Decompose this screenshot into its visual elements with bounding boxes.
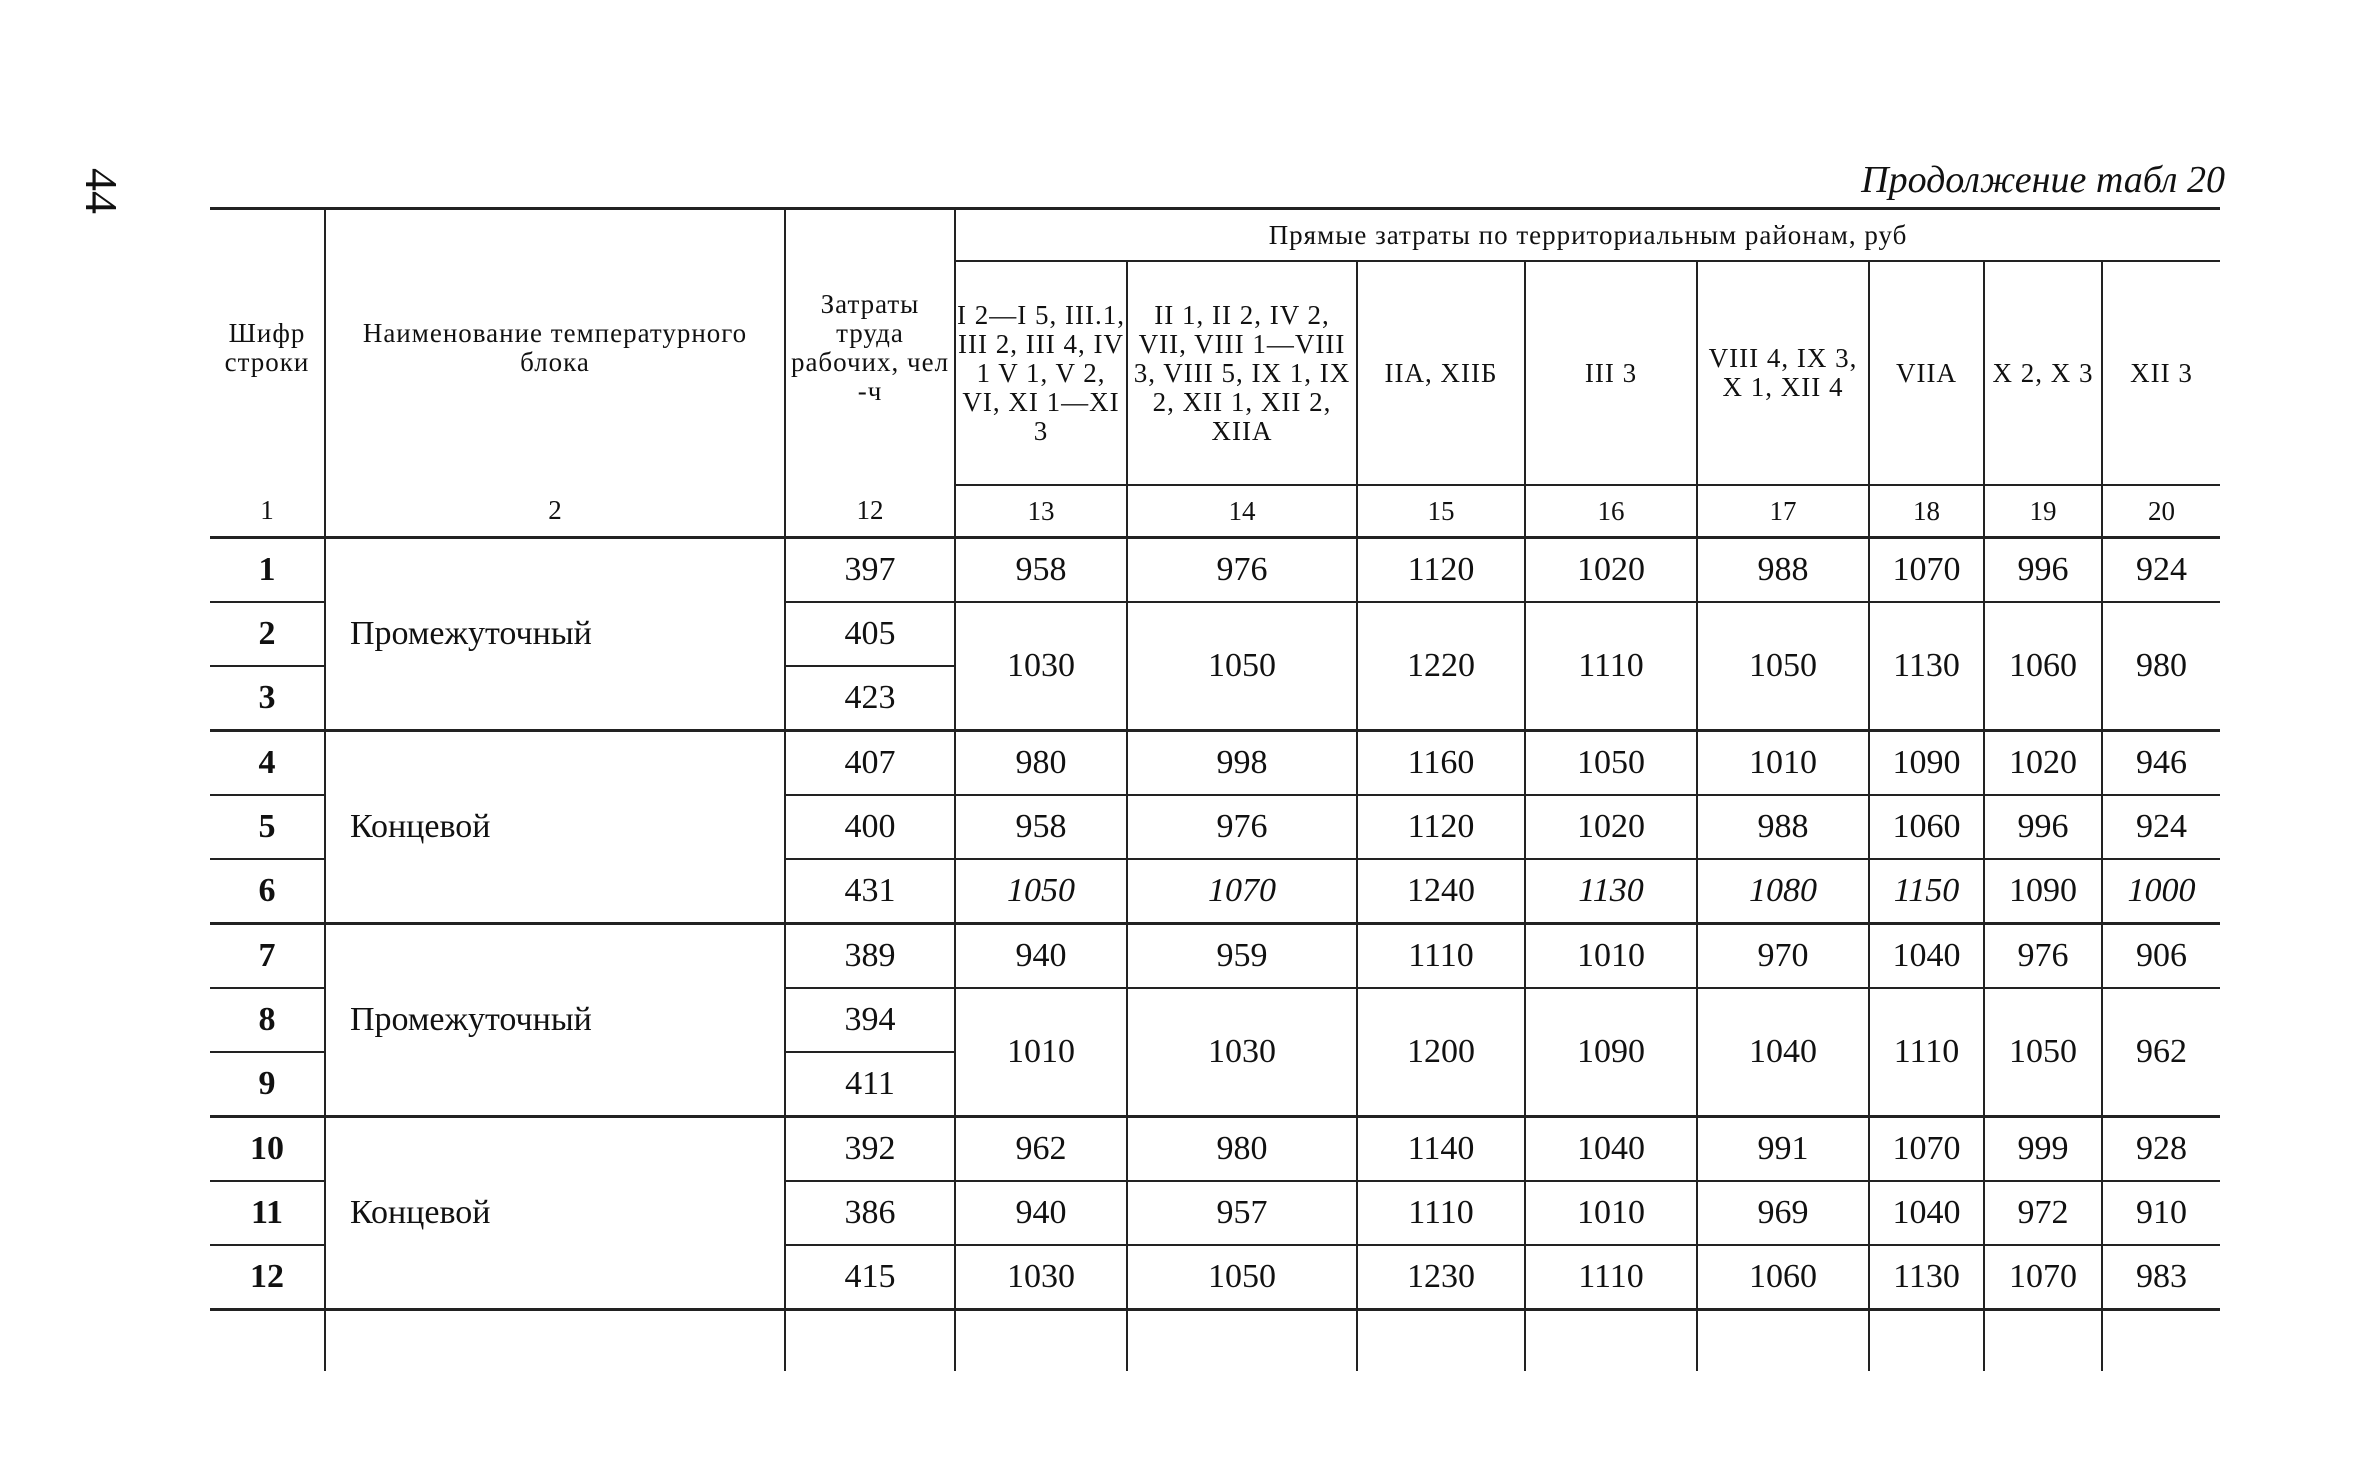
cost-value: 1020 [1984, 731, 2102, 796]
block-name: Концевой [325, 731, 785, 924]
header-region-14: II 1, II 2, IV 2, VII, VIII 1—VIII 3, VIII 5, IX 1, IX 2, XII 1, XII 2, XIIA [1127, 261, 1357, 485]
labor-value: 389 [785, 924, 955, 989]
cost-value: 924 [2102, 795, 2220, 859]
row-code: 4 [210, 731, 325, 796]
cost-value: 1050 [1525, 731, 1697, 796]
labor-value: 423 [785, 666, 955, 731]
cost-value: 924 [2102, 538, 2220, 603]
table-continuation-caption: Продолжение табл 20 [1861, 159, 2225, 201]
block-name: Промежуточный [325, 924, 785, 1117]
table-row [210, 731, 2220, 796]
cost-value: 1160 [1357, 731, 1525, 796]
labor-value: 392 [785, 1117, 955, 1182]
cost-value: 983 [2102, 1245, 2220, 1310]
table-row [210, 538, 2220, 603]
cost-value: 940 [955, 924, 1127, 989]
cost-value: 946 [2102, 731, 2220, 796]
row-code: 2 [210, 602, 325, 666]
cost-value: 1010 [1697, 731, 1869, 796]
header-region-15: IIA, XIIБ [1357, 261, 1525, 485]
row-code: 11 [210, 1181, 325, 1245]
cost-value: 1110 [1869, 988, 1984, 1117]
column-number: 16 [1525, 485, 1697, 538]
cost-value: 1040 [1697, 988, 1869, 1117]
row-code: 7 [210, 924, 325, 989]
cost-value: 976 [1984, 924, 2102, 989]
labor-value: 411 [785, 1052, 955, 1117]
header-direct-costs: Прямые затраты по территориальным районам, руб [955, 209, 2220, 262]
block-name: Промежуточный [325, 538, 785, 731]
table-tail-row [210, 1310, 2220, 1372]
cost-value: 1110 [1525, 1245, 1697, 1310]
cost-value: 1090 [1525, 988, 1697, 1117]
cost-value: 1020 [1525, 795, 1697, 859]
cost-value: 980 [1127, 1117, 1357, 1182]
column-number: 18 [1869, 485, 1984, 538]
cost-value: 976 [1127, 538, 1357, 603]
labor-value: 400 [785, 795, 955, 859]
cost-value: 1050 [1127, 602, 1357, 731]
cost-table [210, 207, 2220, 1371]
cost-value: 1200 [1357, 988, 1525, 1117]
cost-value: 1130 [1525, 859, 1697, 924]
labor-value: 394 [785, 988, 955, 1052]
header-region-16: III 3 [1525, 261, 1697, 485]
cost-value: 996 [1984, 795, 2102, 859]
row-code: 9 [210, 1052, 325, 1117]
cost-value: 1110 [1357, 924, 1525, 989]
cost-value: 940 [955, 1181, 1127, 1245]
row-code: 10 [210, 1117, 325, 1182]
header-region-20: XII 3 [2102, 261, 2220, 485]
column-number: 12 [785, 485, 955, 538]
cost-value: 1070 [1869, 1117, 1984, 1182]
row-code: 12 [210, 1245, 325, 1310]
labor-value: 415 [785, 1245, 955, 1310]
cost-value: 1050 [1127, 1245, 1357, 1310]
cost-value: 958 [955, 538, 1127, 603]
cost-value: 980 [955, 731, 1127, 796]
cost-value: 1110 [1357, 1181, 1525, 1245]
cost-value: 1060 [1697, 1245, 1869, 1310]
cost-value: 928 [2102, 1117, 2220, 1182]
table-row [210, 1117, 2220, 1182]
row-code: 1 [210, 538, 325, 603]
cost-value: 1010 [1525, 924, 1697, 989]
row-code: 3 [210, 666, 325, 731]
cost-value: 1040 [1525, 1117, 1697, 1182]
cost-value: 957 [1127, 1181, 1357, 1245]
cost-value: 1070 [1984, 1245, 2102, 1310]
cost-value: 996 [1984, 538, 2102, 603]
cost-value: 1120 [1357, 795, 1525, 859]
row-code: 6 [210, 859, 325, 924]
cost-value: 1020 [1525, 538, 1697, 603]
cost-value: 958 [955, 795, 1127, 859]
cost-value: 962 [955, 1117, 1127, 1182]
cost-value: 999 [1984, 1117, 2102, 1182]
cost-value: 988 [1697, 538, 1869, 603]
column-number: 13 [955, 485, 1127, 538]
cost-value: 1080 [1697, 859, 1869, 924]
labor-value: 407 [785, 731, 955, 796]
cost-value: 1000 [2102, 859, 2220, 924]
header-name: Наименование температурного блока [325, 209, 785, 486]
cost-value: 1030 [1127, 988, 1357, 1117]
column-number: 19 [1984, 485, 2102, 538]
column-number: 14 [1127, 485, 1357, 538]
cost-value: 1060 [1984, 602, 2102, 731]
cost-value: 1220 [1357, 602, 1525, 731]
cost-value: 1040 [1869, 1181, 1984, 1245]
cost-value: 969 [1697, 1181, 1869, 1245]
header-region-19: X 2, X 3 [1984, 261, 2102, 485]
header-labor: Затраты труда рабочих, чел -ч [785, 209, 955, 486]
row-code: 8 [210, 988, 325, 1052]
block-name: Концевой [325, 1117, 785, 1310]
cost-value: 980 [2102, 602, 2220, 731]
labor-value: 431 [785, 859, 955, 924]
column-number: 20 [2102, 485, 2220, 538]
cost-value: 1060 [1869, 795, 1984, 859]
cost-value: 1050 [955, 859, 1127, 924]
labor-value: 386 [785, 1181, 955, 1245]
cost-value: 906 [2102, 924, 2220, 989]
cost-value: 988 [1697, 795, 1869, 859]
cost-value: 970 [1697, 924, 1869, 989]
column-number-row [210, 485, 2220, 538]
header-region-17: VIII 4, IX 3, X 1, XII 4 [1697, 261, 1869, 485]
cost-value: 1090 [1869, 731, 1984, 796]
cost-value: 1150 [1869, 859, 1984, 924]
cost-value: 1070 [1869, 538, 1984, 603]
cost-value: 1010 [1525, 1181, 1697, 1245]
table-row [210, 924, 2220, 989]
row-code: 5 [210, 795, 325, 859]
cost-value: 976 [1127, 795, 1357, 859]
cost-value: 972 [1984, 1181, 2102, 1245]
cost-value: 1140 [1357, 1117, 1525, 1182]
column-number: 2 [325, 485, 785, 538]
header-region-18: VIIA [1869, 261, 1984, 485]
cost-value: 1030 [955, 602, 1127, 731]
cost-value: 1050 [1697, 602, 1869, 731]
cost-value: 1050 [1984, 988, 2102, 1117]
cost-value: 1120 [1357, 538, 1525, 603]
cost-value: 1070 [1127, 859, 1357, 924]
cost-value: 991 [1697, 1117, 1869, 1182]
column-number: 1 [210, 485, 325, 538]
cost-value: 1090 [1984, 859, 2102, 924]
cost-value: 998 [1127, 731, 1357, 796]
labor-value: 405 [785, 602, 955, 666]
header-code: Шифр строки [210, 209, 325, 486]
cost-value: 1240 [1357, 859, 1525, 924]
cost-value: 1110 [1525, 602, 1697, 731]
column-number: 15 [1357, 485, 1525, 538]
cost-value: 1010 [955, 988, 1127, 1117]
cost-value: 959 [1127, 924, 1357, 989]
cost-value: 910 [2102, 1181, 2220, 1245]
cost-value: 1030 [955, 1245, 1127, 1310]
header-region-13: I 2—I 5, III.1, III 2, III 4, IV 1 V 1, V 2, VI, XI 1—XI 3 [955, 261, 1127, 485]
labor-value: 397 [785, 538, 955, 603]
cost-value: 1130 [1869, 602, 1984, 731]
cost-value: 1130 [1869, 1245, 1984, 1310]
page-number: 44 [76, 168, 127, 214]
cost-value: 1230 [1357, 1245, 1525, 1310]
cost-value: 1040 [1869, 924, 1984, 989]
cost-value: 962 [2102, 988, 2220, 1117]
column-number: 17 [1697, 485, 1869, 538]
